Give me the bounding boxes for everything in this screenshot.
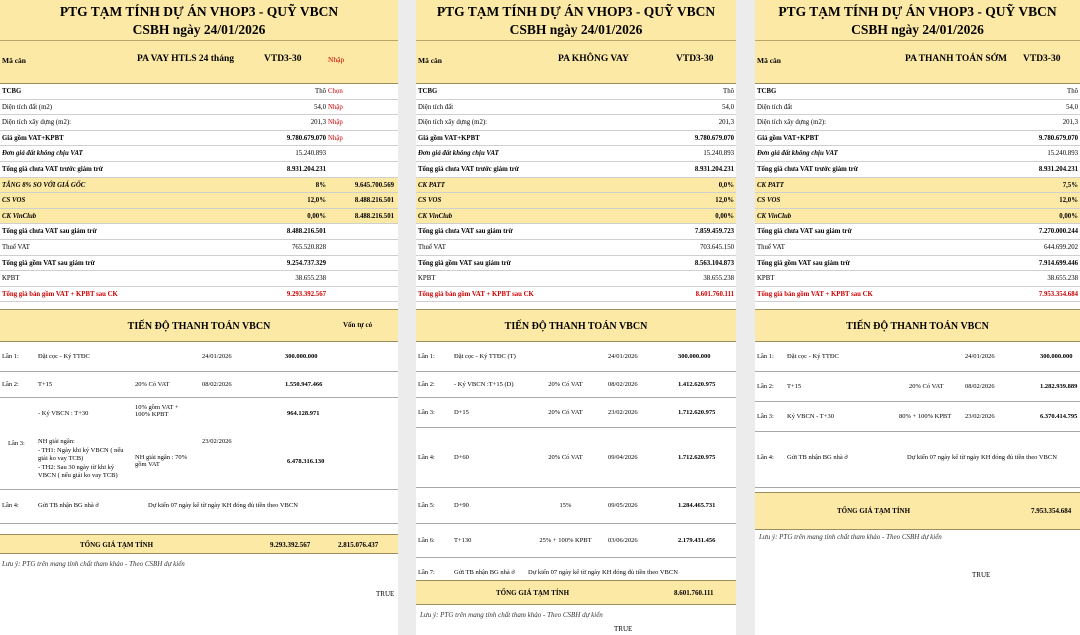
footnote: Lưu ý: PTG trên mang tính chất tham khảo - Theo CSBH dự kiến: [759, 533, 942, 541]
price-row: [755, 84, 1080, 100]
price-row: [416, 271, 736, 287]
title-line-2: CSBH ngày 24/01/2026: [509, 22, 643, 37]
price-row: [0, 256, 398, 272]
price-table: [0, 84, 398, 302]
row-value: 15.240.893: [703, 150, 734, 158]
step-desc: Đặt cọc - Ký TTĐC (T): [454, 353, 516, 361]
step-amt: 1.712.620.975: [678, 454, 716, 462]
row-label: Diện tích đất (m2): [2, 103, 53, 111]
schedule-row: [755, 402, 1080, 432]
row-label: Giá gồm VAT+KPBT: [418, 134, 480, 142]
schedule-row: [755, 432, 1080, 488]
row-value[interactable]: Thô: [315, 88, 326, 95]
total-value: 7.953.354.684: [1031, 507, 1072, 516]
row-label: Tổng giá chưa VAT trước giảm trừ: [418, 165, 519, 173]
schedule-row: [416, 372, 736, 398]
schedule-title: TIẾN ĐỘ THANH TOÁN VBCN: [504, 321, 648, 333]
row-value: 7.914.699.446: [1038, 259, 1078, 267]
step-date: Dự kiến 07 ngày kể từ ngày KH đóng đủ tiền theo VBCN: [148, 502, 298, 510]
price-row: [0, 162, 398, 178]
row-value: 7.859.459.723: [694, 228, 734, 236]
schedule-row: [416, 488, 736, 524]
price-row: [416, 115, 736, 131]
schedule-side-label: Vốn tự có: [343, 321, 373, 330]
price-row: [416, 178, 736, 194]
price-row: [416, 193, 736, 209]
price-row: [755, 178, 1080, 194]
row-label: Diện tích xây dựng (m2):: [757, 119, 826, 127]
step-pct: 20% Có VAT: [548, 409, 583, 417]
row-label: Giá gồm VAT+KPBT: [2, 134, 64, 142]
title-line-2: CSBH ngày 24/01/2026: [851, 22, 984, 37]
row-label: Đơn giá đất không chịu VAT: [2, 150, 83, 158]
price-table: [755, 84, 1080, 302]
method-label[interactable]: PA VAY HTLS 24 tháng: [137, 54, 234, 64]
row-value: 644.699.202: [1044, 243, 1078, 251]
input-note: Nhập: [328, 55, 345, 64]
price-row: [755, 209, 1080, 225]
schedule-row: [416, 524, 736, 558]
row-value: 8.488.216.501: [286, 228, 326, 236]
price-row: [755, 162, 1080, 178]
price-row: [755, 240, 1080, 256]
price-row: [755, 131, 1080, 147]
lan-label: Lần 3:: [757, 413, 774, 421]
lan-label: Lần 1:: [757, 353, 774, 361]
ma-can-label: Mã căn: [757, 56, 781, 65]
unit-header: [416, 41, 736, 84]
ma-can-label: Mã căn: [418, 56, 442, 65]
lan-label: Lần 4:: [2, 502, 19, 510]
row-label: CK VinClub: [2, 212, 37, 220]
title-line-2: CSBH ngày 24/01/2026: [132, 22, 266, 37]
panel-thanh-toan-som: [755, 0, 1080, 635]
step-pct: 20% Có VAT: [548, 381, 583, 389]
step-lan: Lần 7:: [418, 569, 435, 577]
step-date: 23/02/2026: [608, 409, 638, 417]
schedule-title: TIẾN ĐỘ THANH TOÁN VBCN: [846, 321, 989, 333]
step-pct: 15%: [559, 502, 572, 510]
step-date: 08/02/2026: [965, 383, 995, 391]
row-extra: 8.488.216.501: [354, 212, 394, 220]
row-label: Đơn giá đất không chịu VAT: [418, 150, 499, 158]
row-label: Giá gồm VAT+KPBT: [757, 134, 819, 142]
price-row: [416, 84, 736, 100]
step-amount: 300.000.000: [1040, 353, 1073, 361]
total-row: [416, 580, 736, 605]
step-amount: 1.282.939.889: [1040, 383, 1078, 391]
schedule-header: [0, 309, 398, 342]
price-row: [416, 240, 736, 256]
row-label: CK VinClub: [418, 212, 453, 220]
row-label: KPBT: [757, 275, 775, 283]
price-row: [755, 256, 1080, 272]
step-lan: Lần 6:: [418, 537, 435, 545]
step-desc-2: NH giải ngân: - TH1: Ngày khi ký VBCN ( nếu giải ko vay TCB) - TH2: Sau 30 ngày từ khi ký VBCN ( nếu giải ko vay TCB): [38, 438, 124, 480]
step-date: 09/04/2026: [608, 454, 638, 462]
step-lan: Lần 5:: [418, 502, 435, 510]
step-pct: 80% + 100% KPBT: [899, 413, 952, 421]
title-line-1: PTG TẠM TÍNH DỰ ÁN VHOP3 - QUỸ VBCN: [59, 4, 339, 19]
row-label: Tổng giá chưa VAT trước giảm trừ: [2, 165, 103, 173]
panel-vay-htls: [0, 0, 398, 635]
step-desc: - Ký VBCN : T+30: [38, 410, 89, 418]
row-label: Thuế VAT: [418, 243, 446, 251]
row-value: 0,00%: [1059, 212, 1078, 220]
step-date: 03/06/2026: [608, 537, 638, 545]
total-label: TỔNG GIÁ TẠM TÍNH: [837, 507, 911, 516]
unit-code[interactable]: VTD3-30: [1023, 54, 1061, 64]
price-row: [416, 146, 736, 162]
row-label: CK PATT: [418, 181, 445, 189]
price-row: [0, 115, 398, 131]
schedule-table: [0, 342, 398, 534]
row-value: 0,00%: [307, 212, 326, 220]
step-desc: T+15: [787, 383, 802, 391]
step-amt: 300.000.000: [678, 353, 711, 361]
total-value: 9.293.392.567: [270, 541, 311, 550]
row-label: CK VinClub: [757, 212, 792, 220]
price-row: [0, 84, 398, 100]
row-value: 8.563.104.873: [694, 259, 734, 267]
row-value[interactable]: 54,0: [722, 103, 734, 111]
price-row: [0, 287, 398, 303]
row-label: TCBG: [2, 88, 22, 95]
row-value: 15.240.893: [1047, 150, 1078, 158]
schedule-row: [416, 398, 736, 428]
true-flag: TRUE: [614, 625, 633, 633]
row-label: Diện tích xây dựng (m2):: [2, 119, 71, 127]
price-row: [755, 100, 1080, 116]
row-label: Tổng giá bán gồm VAT + KPBT sau CK: [2, 290, 118, 298]
step-lan: Lần 4:: [418, 454, 435, 462]
panel-title: [755, 0, 1080, 41]
method-label[interactable]: PA THANH TOÁN SỚM: [905, 54, 1007, 64]
row-value: 15.240.893: [295, 150, 326, 158]
price-row: [755, 146, 1080, 162]
total-row: [0, 534, 398, 554]
total-label: TỔNG GIÁ TẠM TÍNH: [496, 589, 570, 597]
method-label[interactable]: PA KHÔNG VAY: [558, 54, 629, 64]
row-value: 7.270.000.244: [1038, 228, 1078, 236]
row-value: 8.931.204.231: [286, 165, 326, 173]
row-value: 9.254.737.329: [286, 259, 326, 267]
schedule-header: [755, 309, 1080, 342]
step-amount: 6.370.414.795: [1040, 413, 1078, 421]
row-value[interactable]: 9.780.679.070: [1038, 134, 1078, 142]
step-pct: 20% Có VAT: [135, 381, 170, 389]
step-desc: Ký VBCN - T+30: [787, 413, 834, 421]
row-value[interactable]: 201,3: [1062, 119, 1078, 127]
step-amount: 300.000.000: [285, 353, 318, 361]
step-amt: 1.412.620.975: [678, 381, 716, 389]
row-value[interactable]: Thô: [723, 88, 734, 95]
row-value: 7.953.354.684: [1038, 290, 1078, 298]
price-row: [0, 271, 398, 287]
row-extra: Nhập: [328, 119, 343, 127]
row-label: CS VOS: [2, 197, 26, 205]
price-row: [755, 115, 1080, 131]
gutter: [398, 0, 416, 635]
step-desc: T+15: [38, 381, 53, 389]
step-desc: D+90: [454, 502, 469, 510]
row-label: TCBG: [757, 88, 777, 95]
step-desc: D+15: [454, 409, 469, 417]
row-extra: Nhập: [328, 134, 343, 142]
step-lan: Lần 1:: [418, 353, 435, 361]
row-value: 12,0%: [715, 197, 734, 205]
price-row: [416, 209, 736, 225]
step-desc: Gửi TB nhận BG nhà ở: [787, 454, 848, 462]
row-value: 8.931.204.231: [1038, 165, 1078, 173]
row-value[interactable]: 201,3: [718, 119, 734, 127]
row-label: CS VOS: [757, 197, 781, 205]
row-extra: 8.488.216.501: [354, 197, 394, 205]
row-label: Đơn giá đất không chịu VAT: [757, 150, 838, 158]
gutter: [736, 0, 755, 635]
price-row: [416, 100, 736, 116]
row-value: 9.293.392.567: [286, 290, 326, 298]
schedule-title: TIẾN ĐỘ THANH TOÁN VBCN: [127, 321, 271, 333]
step-date: 23/02/2026: [202, 438, 232, 446]
step-date: 08/02/2026: [608, 381, 638, 389]
panel-title: [0, 0, 398, 41]
step-amt: 2.179.431.456: [678, 537, 716, 545]
row-label: Diện tích đất: [757, 103, 793, 111]
price-row: [416, 287, 736, 303]
total-row: [755, 492, 1080, 530]
step-pct: 25% + 100% KPBT: [539, 537, 592, 545]
step-desc: Gửi TB nhận BG nhà ở: [38, 502, 99, 510]
step-amt: 1.712.620.975: [678, 409, 716, 417]
row-value: 8.931.204.231: [694, 165, 734, 173]
row-value[interactable]: 54,0: [1066, 103, 1078, 111]
step-date: 08/02/2026: [202, 381, 232, 389]
true-flag: TRUE: [376, 590, 395, 598]
step-desc: Gửi TB nhận BG nhà ở: [454, 569, 515, 577]
row-value: 12,0%: [307, 197, 326, 205]
row-value: 8.601.760.111: [695, 290, 734, 298]
step-date: Dự kiến 07 ngày kể từ ngày KH đóng đủ tiền theo VBCN: [907, 454, 1057, 462]
row-label: Diện tích đất: [418, 103, 454, 111]
price-row: [0, 178, 398, 194]
row-label: CS VOS: [418, 197, 442, 205]
row-label: KPBT: [418, 275, 436, 283]
step-desc: Đặt cọc - Ký TTĐC: [787, 353, 839, 361]
row-value: 0,00%: [715, 212, 734, 220]
price-row: [0, 224, 398, 240]
row-label: Tổng giá chưa VAT sau giảm trừ: [757, 228, 852, 236]
row-extra: Chọn: [328, 88, 343, 95]
row-extra: Nhập: [328, 103, 343, 111]
price-row: [416, 256, 736, 272]
lan-label: Lần 2:: [757, 383, 774, 391]
step-amount-2: 6.478.316.130: [287, 458, 325, 466]
price-row: [755, 193, 1080, 209]
step-desc: D+60: [454, 454, 469, 462]
step-date: 09/05/2026: [608, 502, 638, 510]
row-value: 38.655.238: [703, 275, 734, 283]
row-label: Tổng giá gồm VAT sau giảm trừ: [2, 259, 95, 267]
unit-code[interactable]: VTD3-30: [264, 54, 302, 64]
row-label: Tổng giá chưa VAT sau giảm trừ: [2, 228, 97, 236]
row-label: KPBT: [2, 275, 20, 283]
row-value: 8%: [315, 181, 326, 189]
schedule-header: [416, 309, 736, 342]
title-line-1: PTG TẠM TÍNH DỰ ÁN VHOP3 - QUỸ VBCN: [778, 4, 1057, 19]
row-label: Thuế VAT: [757, 243, 785, 251]
panel-title: [416, 0, 736, 41]
row-label: Tổng giá gồm VAT sau giảm trừ: [418, 259, 511, 267]
step-desc: T+130: [454, 537, 472, 545]
ma-can-label: Mã căn: [2, 56, 26, 65]
schedule-row: [0, 372, 398, 398]
price-row: [416, 131, 736, 147]
schedule-row: [0, 398, 398, 490]
price-row: [0, 240, 398, 256]
schedule-row: [0, 490, 398, 524]
price-row: [0, 146, 398, 162]
row-label: Tổng giá bán gồm VAT + KPBT sau CK: [757, 290, 873, 298]
schedule-table: [755, 342, 1080, 492]
step-pct: 10% gồm VAT + 100% KPBT: [135, 404, 179, 419]
price-row: [755, 287, 1080, 303]
row-label: Thuế VAT: [2, 243, 30, 251]
schedule-row: [755, 372, 1080, 402]
row-value: 703.645.150: [700, 243, 734, 251]
step-desc: - Ký VBCN :T+15 (D): [454, 381, 514, 389]
step-pct: 20% Có VAT: [909, 383, 944, 391]
row-value: 765.520.828: [292, 243, 326, 251]
row-label: TCBG: [418, 88, 438, 95]
price-table: [416, 84, 736, 302]
lan-label: Lần 1:: [2, 353, 19, 361]
price-row: [755, 224, 1080, 240]
row-value: 0,0%: [718, 181, 734, 189]
row-label: Tổng giá chưa VAT sau giảm trừ: [418, 228, 513, 236]
price-row: [0, 209, 398, 225]
row-extra: 9.645.700.569: [354, 181, 394, 189]
step-pct-2: NH giải ngân : 70% gồm VAT: [135, 454, 187, 469]
unit-header: [755, 41, 1080, 84]
row-value[interactable]: 54,0: [314, 103, 326, 111]
footnote: Lưu ý: PTG trên mang tính chất tham khảo - Theo CSBH dự kiến: [420, 611, 603, 619]
row-value: 38.655.238: [1047, 275, 1078, 283]
total-label: TỔNG GIÁ TẠM TÍNH: [80, 541, 154, 550]
row-label: TĂNG 8% SO VỚI GIÁ GỐC: [2, 181, 86, 189]
step-pct: 20% Có VAT: [548, 454, 583, 462]
row-value[interactable]: 201,3: [310, 119, 326, 127]
step-amt: 1.284.465.731: [678, 502, 716, 510]
schedule-row: [416, 342, 736, 372]
step-date: 24/01/2026: [608, 353, 638, 361]
row-label: Tổng giá gồm VAT sau giảm trừ: [757, 259, 850, 267]
unit-header: [0, 41, 398, 84]
row-label: Tổng giá chưa VAT trước giảm trừ: [757, 165, 858, 173]
panel-khong-vay: [416, 0, 736, 635]
step-desc: Đặt cọc - Ký TTĐC: [38, 353, 90, 361]
row-value: 12,0%: [1059, 197, 1078, 205]
step-lan: Lần 3:: [418, 409, 435, 417]
total-value: 8.601.760.111: [674, 589, 714, 597]
schedule-row: [755, 342, 1080, 372]
price-row: [416, 224, 736, 240]
price-row: [755, 271, 1080, 287]
schedule-row: [0, 342, 398, 372]
row-value[interactable]: 9.780.679.070: [286, 134, 326, 142]
row-value[interactable]: 9.780.679.070: [694, 134, 734, 142]
row-value[interactable]: Thô: [1067, 88, 1078, 95]
step-date: 24/01/2026: [202, 353, 232, 361]
step-lan: Lần 2:: [418, 381, 435, 389]
unit-code[interactable]: VTD3-30: [676, 54, 714, 64]
row-label: Tổng giá bán gồm VAT + KPBT sau CK: [418, 290, 534, 298]
price-row: [416, 162, 736, 178]
price-row: [0, 131, 398, 147]
schedule-row: [416, 428, 736, 488]
price-row: [0, 193, 398, 209]
row-value: 7,5%: [1062, 181, 1078, 189]
row-label: Diện tích xây dựng (m2):: [418, 119, 487, 127]
true-flag: TRUE: [972, 571, 991, 579]
total-side-value: 2.815.076.437: [338, 541, 379, 550]
step-date: 23/02/2026: [965, 413, 995, 421]
schedule-table: [416, 342, 736, 588]
lan-label: Lần 3:: [8, 440, 25, 448]
price-row: [0, 100, 398, 116]
step-amount: 964.128.971: [287, 410, 320, 418]
row-label: CK PATT: [757, 181, 784, 189]
lan-label: Lần 4:: [757, 454, 774, 462]
step-date: 24/01/2026: [965, 353, 995, 361]
footnote: Lưu ý: PTG trên mang tính chất tham khảo - Theo CSBH dự kiến: [2, 560, 185, 568]
lan-label: Lần 2:: [2, 381, 19, 389]
row-value: 38.655.238: [295, 275, 326, 283]
step-date: Dự kiến 07 ngày kể từ ngày KH đóng đủ tiền theo VBCN: [528, 569, 678, 577]
title-line-1: PTG TẠM TÍNH DỰ ÁN VHOP3 - QUỸ VBCN: [436, 4, 716, 19]
step-amount: 1.550.947.466: [285, 381, 323, 389]
